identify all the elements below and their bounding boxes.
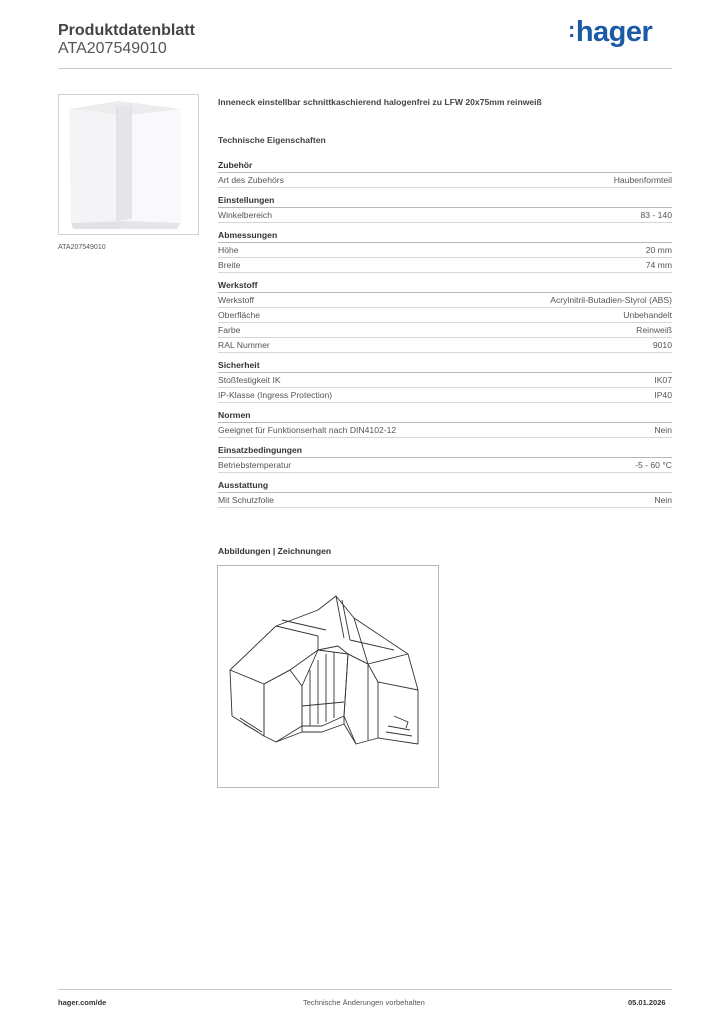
product-description: Inneneck einstellbar schnittkaschierend halogenfrei zu LFW 20x75mm reinweiß xyxy=(218,97,542,107)
hager-logo[interactable] xyxy=(568,16,652,49)
spec-label: Betriebstemperatur xyxy=(218,460,292,470)
spec-group-title: Einsatzbedingungen xyxy=(218,443,672,458)
spec-row xyxy=(218,208,672,223)
spec-value: Unbehandelt xyxy=(623,310,672,320)
footer-note: Technische Änderungen vorbehalten xyxy=(303,998,425,1007)
logo-mark: : xyxy=(568,17,575,42)
specification-section xyxy=(218,96,672,513)
technical-properties-heading: Technische Eigenschaften xyxy=(218,135,326,145)
spec-group-einstellungen xyxy=(218,193,672,223)
spec-label: IP-Klasse (Ingress Protection) xyxy=(218,390,333,400)
spec-row xyxy=(218,173,672,188)
spec-row xyxy=(218,308,672,323)
spec-label: Höhe xyxy=(218,245,239,255)
article-number: ATA207549010 xyxy=(58,40,167,57)
spec-label: Geeignet für Funktionserhalt nach DIN4102-12 xyxy=(218,425,397,435)
spec-row xyxy=(218,323,672,338)
spec-label: Farbe xyxy=(218,325,241,335)
spec-row xyxy=(218,493,672,508)
spec-value: Acrylnitril-Butadien-Styrol (ABS) xyxy=(550,295,672,305)
spec-group-title: Abmessungen xyxy=(218,228,672,243)
spec-row xyxy=(218,373,672,388)
figures-heading: Abbildungen | Zeichnungen xyxy=(218,546,332,556)
spec-value: 9010 xyxy=(652,340,672,350)
logo-text: hager xyxy=(575,16,653,48)
spec-row xyxy=(218,293,672,308)
inner-corner-drawing-icon xyxy=(218,566,438,787)
spec-row xyxy=(218,388,672,403)
spec-row xyxy=(218,458,672,473)
spec-group-title: Ausstattung xyxy=(218,478,672,493)
spec-group-title: Sicherheit xyxy=(218,358,672,373)
spec-row xyxy=(218,338,672,353)
spec-group-sicherheit xyxy=(218,358,672,403)
spec-label: Werkstoff xyxy=(218,295,254,305)
spec-label: Oberfläche xyxy=(218,310,261,320)
header-divider xyxy=(58,68,672,69)
spec-value: Nein xyxy=(654,495,672,505)
spec-row xyxy=(218,258,672,273)
page-title: Produktdatenblatt xyxy=(58,22,195,39)
spec-group-ausstattung xyxy=(218,478,672,508)
footer-date: 05.01.2026 xyxy=(628,998,666,1007)
product-photo-icon xyxy=(59,95,198,234)
spec-value: 83 - 140 xyxy=(640,210,672,220)
spec-value: IP40 xyxy=(654,390,672,400)
spec-row xyxy=(218,423,672,438)
spec-label: Winkelbereich xyxy=(218,210,272,220)
spec-value: Nein xyxy=(654,425,672,435)
spec-label: Breite xyxy=(218,260,241,270)
spec-group-title: Zubehör xyxy=(218,158,672,173)
spec-group-zubehoer xyxy=(218,158,672,188)
spec-group-einsatzbedingungen xyxy=(218,443,672,473)
spec-value: Haubenformteil xyxy=(613,175,672,185)
spec-label: Mit Schutzfolie xyxy=(218,495,274,505)
spec-group-title: Normen xyxy=(218,408,672,423)
spec-group-normen xyxy=(218,408,672,438)
spec-value: 74 mm xyxy=(645,260,672,270)
spec-group-title: Einstellungen xyxy=(218,193,672,208)
spec-group-abmessungen xyxy=(218,228,672,273)
spec-group-title: Werkstoff xyxy=(218,278,672,293)
product-photo-caption: ATA207549010 xyxy=(58,244,106,251)
spec-value: Reinweiß xyxy=(636,325,672,335)
spec-label: RAL Nummer xyxy=(218,340,270,350)
spec-group-werkstoff xyxy=(218,278,672,353)
spec-row xyxy=(218,243,672,258)
footer-website-link[interactable]: hager.com/de xyxy=(58,998,107,1007)
technical-drawing xyxy=(217,565,439,788)
spec-label: Stoßfestigkeit IK xyxy=(218,375,281,385)
footer-divider xyxy=(58,989,672,990)
spec-label: Art des Zubehörs xyxy=(218,175,284,185)
spec-value: IK07 xyxy=(654,375,672,385)
spec-value: -5 - 60 °C xyxy=(635,460,672,470)
product-photo xyxy=(58,94,199,235)
spec-value: 20 mm xyxy=(645,245,672,255)
